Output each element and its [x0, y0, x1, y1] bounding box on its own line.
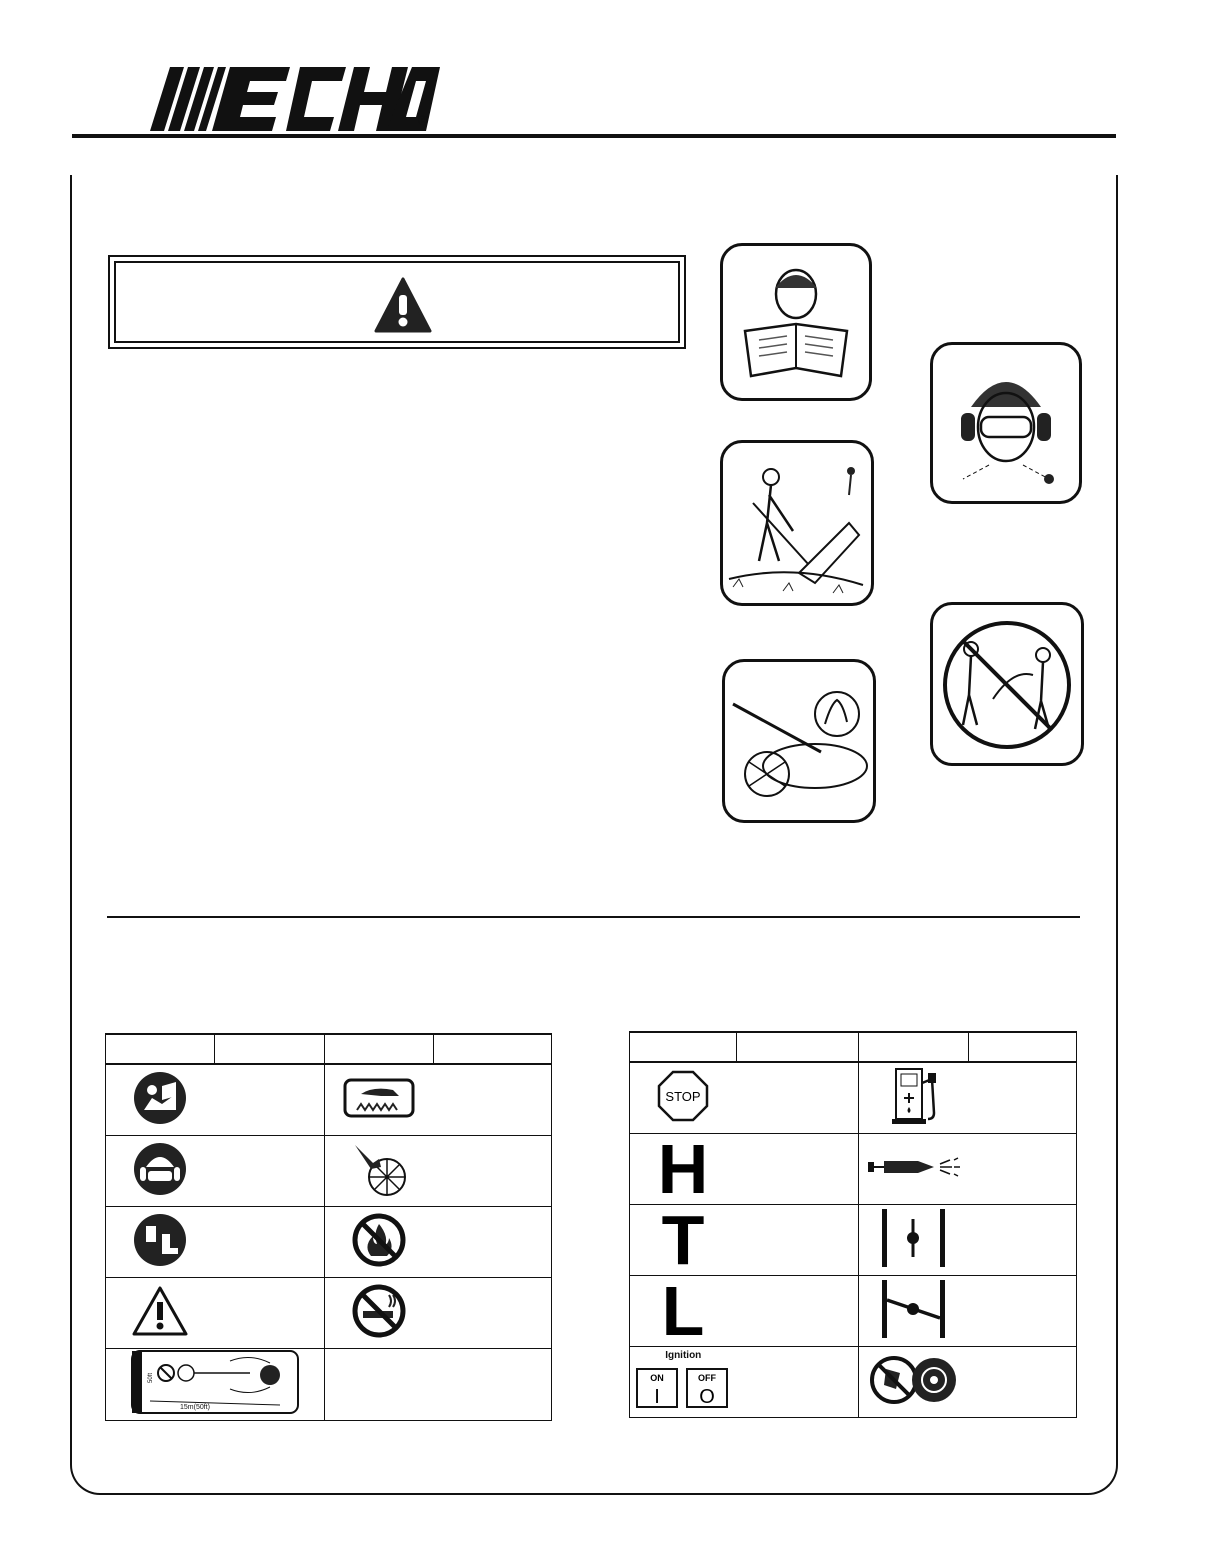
l-letter-icon	[658, 1279, 708, 1339]
no-smoking-icon	[351, 1283, 407, 1339]
blade-contact-illustration	[722, 659, 876, 823]
table-header-row	[106, 1034, 552, 1064]
warning-triangle-icon	[374, 277, 432, 333]
table-row	[106, 1278, 552, 1349]
h-letter-icon	[658, 1137, 708, 1197]
ignition-switch-icon	[635, 1350, 731, 1414]
table-row	[106, 1349, 552, 1421]
svg-text:L: L	[661, 1278, 705, 1339]
gloves-boots-icon	[132, 1212, 188, 1268]
hot-surface-icon	[343, 1078, 415, 1118]
stop-icon	[657, 1070, 709, 1122]
table-row	[106, 1064, 552, 1136]
15-meters-distance-illustration	[720, 440, 874, 606]
table-row	[630, 1347, 1077, 1418]
no-fire-icon	[351, 1212, 407, 1268]
eye-ear-protection-illustration	[930, 342, 1082, 504]
table-row	[630, 1276, 1077, 1347]
rotating-blade-hand-icon	[347, 1139, 411, 1199]
t-letter-icon	[658, 1208, 708, 1268]
warning-box	[108, 255, 686, 349]
svg-text:T: T	[661, 1207, 705, 1268]
kickback-avoid-illustration	[930, 602, 1084, 766]
echo-logo	[150, 65, 440, 135]
right-symbol-table	[629, 1031, 1077, 1418]
read-manual-icon	[132, 1070, 188, 1126]
blade-warning-icon	[868, 1353, 960, 1407]
ignition-label: Ignition	[665, 1350, 702, 1361]
registered-mark: ®	[418, 112, 429, 128]
table-row	[106, 1136, 552, 1207]
svg-text:I: I	[654, 1386, 661, 1408]
header-rule	[72, 134, 1116, 138]
svg-text:OFF: OFF	[698, 1373, 717, 1383]
section-divider	[107, 916, 1080, 918]
svg-text:15m(50ft): 15m(50ft)	[180, 1404, 210, 1411]
head-eye-ear-protection-icon	[132, 1141, 188, 1197]
svg-text:ON: ON	[650, 1373, 664, 1383]
fuel-pump-icon	[884, 1065, 944, 1127]
left-symbol-table	[105, 1033, 552, 1421]
table-row	[630, 1062, 1077, 1134]
table-row	[106, 1207, 552, 1278]
distance-warning-icon	[130, 1349, 300, 1415]
svg-text:O: O	[699, 1386, 716, 1408]
warning-icon	[130, 1284, 190, 1338]
choke-closed-icon	[874, 1278, 954, 1340]
table-header-row	[630, 1032, 1077, 1062]
read-manual-illustration	[720, 243, 872, 401]
svg-text:STOP: STOP	[665, 1088, 701, 1104]
svg-text:H: H	[658, 1136, 709, 1197]
choke-open-icon	[874, 1207, 954, 1269]
svg-text:50ft: 50ft	[148, 1372, 154, 1383]
table-row	[630, 1205, 1077, 1276]
primer-icon	[866, 1152, 962, 1182]
table-row	[630, 1134, 1077, 1205]
